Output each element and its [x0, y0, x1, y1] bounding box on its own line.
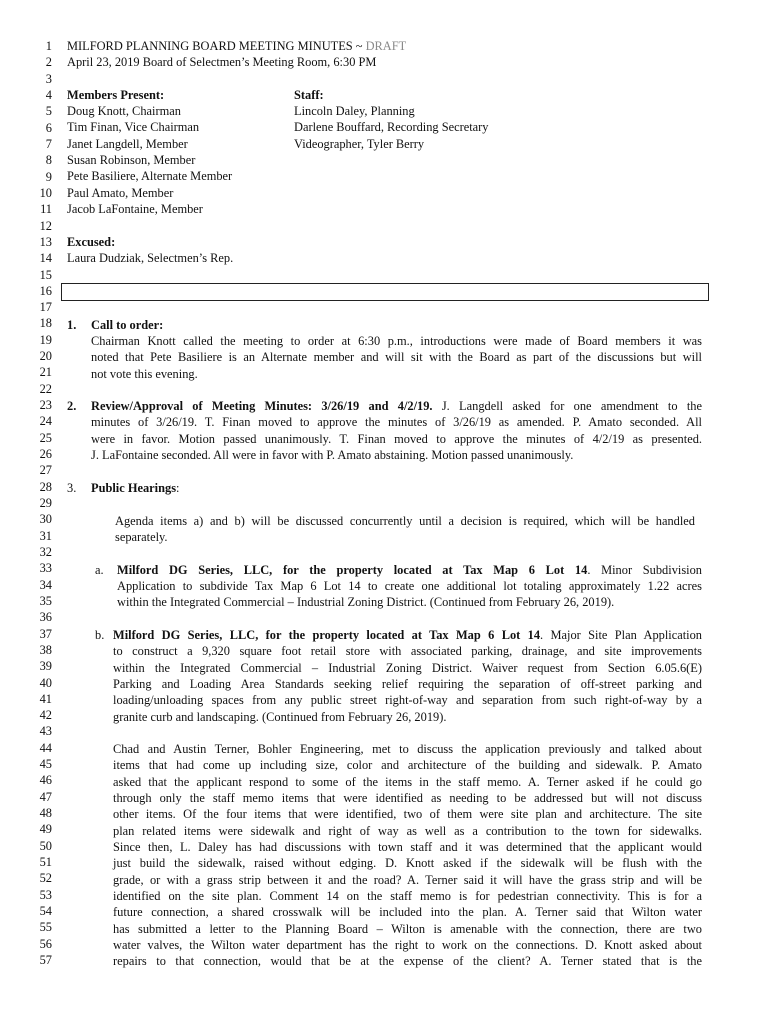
discussion-line: water valves, the Wilton water department has the right to work on the connections. D. Knott asked about — [113, 938, 702, 952]
item-2-line: minutes of 3/26/19. T. Finan moved to approve the minutes of 3/26/19 as amended. P. Amato seconded. All — [91, 415, 702, 429]
line-number: 26 — [39, 447, 52, 461]
separator-box — [61, 283, 709, 301]
discussion-line: Chad and Austin Terner, Bohler Engineering, met to discuss the application previously and talked about — [113, 742, 702, 756]
item-3b-letter: b. — [95, 628, 105, 642]
item-2-first-line-text: J. Langdell asked for one amendment to the — [441, 399, 702, 413]
discussion-line: future connection, a shared crosswalk will be included into the plan. A. Terner said that Wilton water — [113, 905, 702, 919]
line-number: 35 — [39, 593, 52, 608]
line-number: 6 — [45, 120, 52, 135]
staff-heading: Staff: — [294, 88, 324, 102]
line-number: 41 — [39, 691, 52, 706]
line-number: 14 — [39, 251, 52, 266]
line-number: 23 — [39, 398, 52, 412]
line-number: 54 — [39, 904, 52, 918]
member-entry: Susan Robinson, Member — [67, 153, 196, 167]
line-number: 20 — [39, 349, 52, 364]
line-number: 48 — [39, 806, 52, 820]
title-text: MILFORD PLANNING BOARD MEETING MINUTES ~ — [67, 39, 366, 53]
line-number: 37 — [39, 626, 52, 641]
line-number: 24 — [39, 414, 52, 429]
line-number: 32 — [39, 544, 52, 559]
item-3-heading: Public Hearings — [91, 481, 177, 495]
discussion-line: through only the staff memo items that were identified as needing to be addressed but will not discuss — [113, 791, 702, 805]
line-number: 5 — [45, 104, 52, 119]
line-number: 11 — [40, 202, 52, 217]
document-title — [67, 38, 406, 54]
line-number: 13 — [39, 234, 52, 249]
item-2-heading: Review/Approval of Meeting Minutes: 3/26/19 and 4/2/19. — [91, 399, 433, 413]
line-number: 57 — [39, 952, 52, 967]
line-number: 51 — [39, 855, 52, 869]
meeting-date-location: April 23, 2019 Board of Selectmen’s Meeting Room, 6:30 PM — [67, 55, 377, 69]
agenda-note-line: separately. — [115, 530, 168, 544]
line-number: 29 — [39, 496, 52, 510]
line-number: 53 — [39, 887, 52, 902]
item-3b-heading: Milford DG Series, LLC, for the property located at Tax Map 6 Lot 14 — [113, 628, 541, 642]
item-3a-line: within the Integrated Commercial – Industrial Zoning District. (Continued from February 26, 2019). — [117, 595, 615, 609]
line-number: 18 — [39, 316, 52, 331]
line-number: 25 — [39, 430, 52, 445]
line-number: 49 — [39, 822, 52, 837]
discussion-line: Since then, L. Daley has had discussions with town staff and it was determined that the applicant would — [113, 840, 702, 854]
item-3-heading-line — [91, 480, 179, 496]
line-number: 8 — [45, 153, 52, 168]
excused-entry: Laura Dudziak, Selectmen’s Rep. — [67, 251, 234, 265]
line-number: 44 — [39, 740, 52, 755]
line-number: 16 — [39, 283, 52, 298]
line-number: 2 — [45, 55, 52, 70]
item-1-line: not vote this evening. — [91, 367, 198, 381]
item-3b-line: within the Integrated Commercial – Industrial Zoning District. Waiver request from Section 6.05.6(E) — [113, 661, 702, 675]
line-number: 7 — [45, 136, 52, 151]
line-number: 56 — [39, 936, 52, 951]
line-number: 52 — [39, 871, 52, 886]
line-number: 31 — [39, 528, 52, 543]
excused-heading: Excused: — [67, 235, 116, 249]
item-3b-line: Parking and Loading Area Standards seeking relief requiring the separation of off-street parking and — [113, 677, 702, 691]
line-number: 10 — [39, 185, 52, 200]
item-3b-first-line — [113, 627, 702, 643]
line-number: 36 — [39, 610, 52, 625]
item-3b-first-line-text: . Major Site Plan Application — [540, 628, 702, 642]
line-number: 21 — [39, 365, 52, 380]
line-number: 27 — [39, 463, 52, 478]
line-number: 50 — [39, 838, 52, 853]
member-entry: Pete Basiliere, Alternate Member — [67, 169, 233, 183]
item-2-line: J. LaFontaine seconded. All were in favor with P. Amato abstaining. Motion passed unanimously. — [91, 448, 574, 462]
member-entry: Tim Finan, Vice Chairman — [67, 120, 200, 134]
member-entry: Janet Langdell, Member — [67, 137, 188, 151]
item-3a-heading: Milford DG Series, LLC, for the property located at Tax Map 6 Lot 14 — [117, 563, 588, 577]
staff-entry: Videographer, Tyler Berry — [294, 137, 425, 151]
item-2-number: 2. — [67, 399, 77, 413]
discussion-line: has submitted a letter to the Planning Board – Wilton is amenable with the connection, there are two — [113, 922, 702, 936]
item-1-number: 1. — [67, 318, 77, 332]
staff-entry: Darlene Bouffard, Recording Secretary — [294, 120, 489, 134]
item-2-first-line — [91, 398, 702, 414]
line-number: 43 — [39, 724, 52, 739]
item-3b-line: to construct a 9,320 square foot retail store with associated parking, drainage, and site improvements — [113, 644, 702, 658]
discussion-line: asked that the applicant respond to some of the items in the staff memo. A. Terner asked if he could go — [113, 775, 702, 789]
agenda-note-line: Agenda items a) and b) will be discussed concurrently until a decision is required, which will be handled — [115, 514, 695, 528]
discussion-line: just build the sidewalk, raised without edging. D. Knott asked if the sidewalk will be flush with the — [113, 856, 702, 870]
line-number: 22 — [39, 381, 52, 396]
item-1-line: Chairman Knott called the meeting to order at 6:30 p.m., introductions were made of Board members it was — [91, 334, 702, 348]
line-number: 38 — [39, 642, 52, 657]
item-3a-first-line — [117, 562, 702, 578]
line-number: 55 — [39, 920, 52, 935]
line-number: 4 — [45, 88, 52, 102]
member-entry: Doug Knott, Chairman — [67, 104, 181, 118]
line-number: 47 — [39, 789, 52, 804]
line-number: 17 — [39, 300, 52, 315]
line-number: 33 — [39, 561, 52, 576]
line-number: 19 — [39, 332, 52, 347]
discussion-line: other items. Of the four items that were identified, two of them were site plan and architecture. The site — [113, 807, 702, 821]
member-entry: Paul Amato, Member — [67, 186, 174, 200]
item-3-colon: : — [176, 481, 180, 495]
line-number: 15 — [39, 267, 52, 282]
discussion-line: grade, or with a grass strip between it and the road? A. Terner said it will have the grass strip and will be — [113, 873, 702, 887]
line-number: 34 — [39, 577, 52, 592]
discussion-line: plan related items were sidewalk and right of way as well as a contribution to the town for sidewalks. — [113, 824, 702, 838]
line-number: 30 — [39, 512, 52, 527]
line-number: 42 — [39, 708, 52, 723]
line-number: 40 — [39, 675, 52, 690]
item-1-heading: Call to order: — [91, 318, 164, 332]
discussion-line: items that had come up including size, color and architecture of the building and sidewalk. P. Amato — [113, 758, 702, 772]
item-3a-line: Application to subdivide Tax Map 6 Lot 14 to create one additional lot totaling approximately 1.22 acres — [117, 579, 702, 593]
line-number: 3 — [45, 71, 52, 86]
line-number: 9 — [45, 169, 52, 184]
item-1-line: noted that Pete Basiliere is an Alternate member and will sit with the Board as part of the discussions but will — [91, 350, 702, 364]
item-2-line: were in favor. Motion passed unanimously. T. Finan moved to approve the minutes of 4/2/19 as presented. — [91, 432, 702, 446]
line-number: 45 — [39, 757, 52, 772]
draft-label: DRAFT — [365, 39, 407, 53]
item-3b-line: granite curb and landscaping. (Continued from February 26, 2019). — [113, 710, 447, 724]
discussion-line: identified on the site plan. Comment 14 on the staff memo is for pedestrian connectivity. This is for a — [113, 889, 702, 903]
staff-entry: Lincoln Daley, Planning — [294, 104, 415, 118]
members-heading: Members Present: — [67, 88, 165, 102]
line-number: 46 — [39, 773, 52, 788]
line-number: 1 — [45, 39, 52, 53]
discussion-line: repairs to that connection, would that be at the expense of the client? A. Terner stated that is the — [113, 954, 702, 968]
item-3a-first-line-text: . Minor Subdivision — [587, 563, 702, 577]
item-3-number: 3. — [67, 481, 77, 495]
item-3b-line: loading/unloading spaces from any public street right-of-way and separation from such right-of-way by a — [113, 693, 702, 707]
item-3a-letter: a. — [95, 563, 104, 577]
line-number: 28 — [39, 479, 52, 494]
line-number: 39 — [39, 659, 52, 674]
member-entry: Jacob LaFontaine, Member — [67, 202, 203, 216]
line-number: 12 — [39, 218, 52, 233]
